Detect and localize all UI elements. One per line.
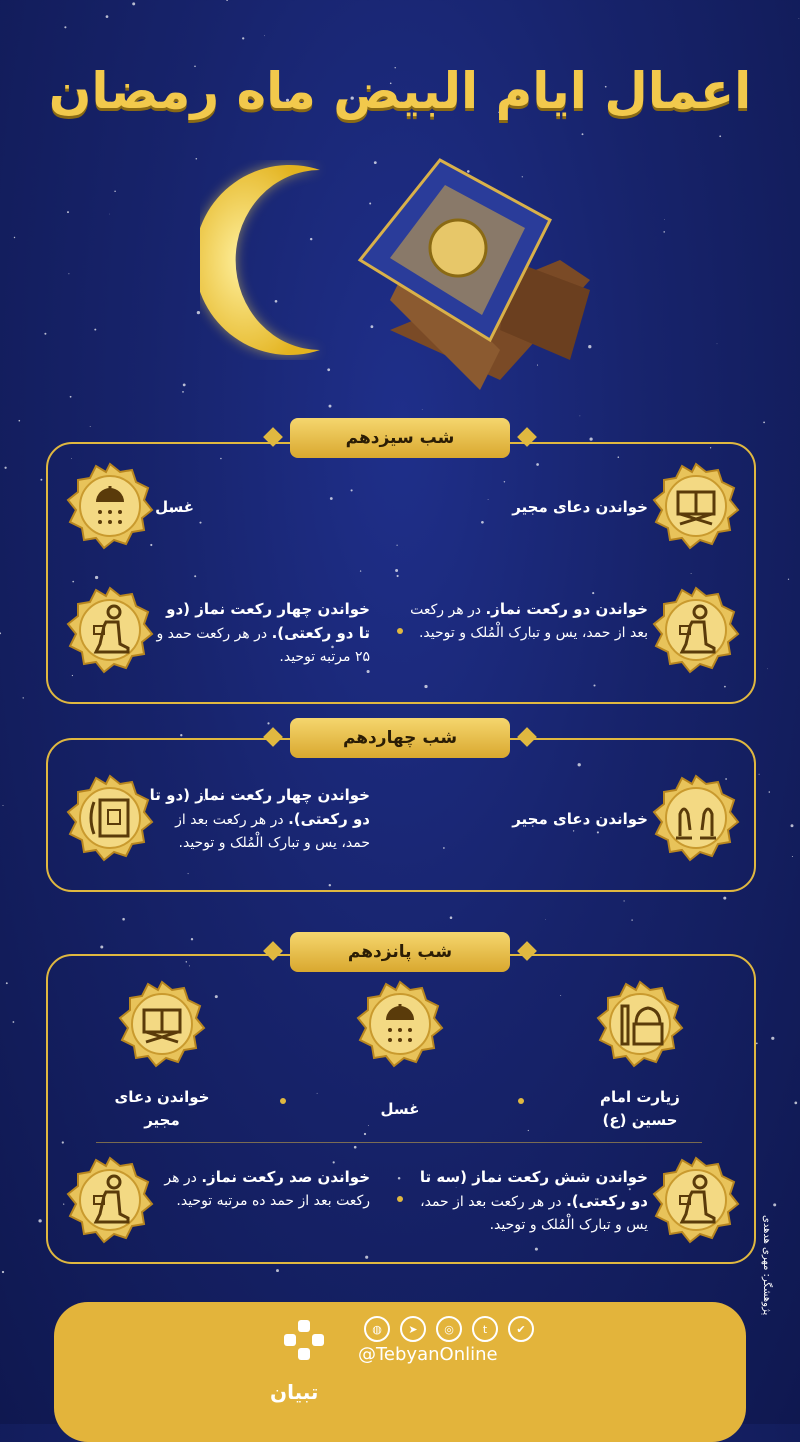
star [717,343,718,344]
star [769,791,771,793]
star [180,734,182,736]
star [2,1271,4,1273]
item-body: در هر رکعت بعد از حمد، یس و تبارک الْمُلک و توحید. [410,602,648,641]
star [109,214,110,215]
item-title: خواندن دعای مجیر [512,810,648,828]
item-title: خواندن دعای مجیر [114,1088,210,1129]
star [226,0,228,1]
crescent-moon-icon [200,160,360,360]
item-title: خواندن دعای مجیر [512,498,648,516]
item-title: خواندن صد رکعت نماز. [201,1168,370,1186]
raised-hands-icon [652,774,740,862]
shower-icon [356,980,444,1068]
shrine-icon [596,980,684,1068]
star [794,1102,797,1105]
star [23,697,24,698]
star [624,900,625,901]
star [799,18,800,19]
praying-man-icon [66,1156,154,1244]
star [196,158,198,160]
praying-man-icon [66,586,154,674]
star [664,219,665,220]
prayer-rug-icon [66,774,154,862]
item-text-block [150,1166,370,1213]
star [767,668,768,669]
item-text-block [150,598,370,669]
star [545,919,546,920]
star [13,1021,15,1023]
star [264,35,265,36]
star [100,946,103,949]
item-body: در هر رکعت حمد و ۲۵ مرتبه توحید. [156,626,370,665]
star [38,1219,41,1222]
star [68,273,69,274]
shower-icon [66,462,154,550]
star [106,15,109,18]
brand-name: تبیان [270,1380,319,1404]
section-label-thirteenth: شب سیزدهم [290,418,510,458]
star [788,579,789,580]
star [582,133,584,135]
item-body: در هر رکعت بعد از حمد، یس و تبارک الْمُلک و توحید. [420,1194,648,1233]
star [132,2,135,5]
telegram-icon[interactable]: ➤ [400,1316,426,1342]
separator-dot [518,1098,524,1104]
star [70,396,72,398]
item-title: زیارت امام حسین (ع) [600,1088,680,1129]
star [94,329,96,331]
star [723,897,726,900]
star [329,405,332,408]
globe-icon[interactable]: ◍ [364,1316,390,1342]
section-label-fourteenth: شب چهاردهم [290,718,510,758]
item-title: خواندن دو رکعت نماز. [485,600,648,618]
star [631,919,632,920]
star [771,1037,774,1040]
star [19,420,21,422]
star [792,856,793,857]
star [763,421,765,423]
star [756,1043,758,1045]
page-title: اعمال ایام البیض ماه رمضان [48,62,752,120]
item-text-block [144,784,370,855]
item-title: خواندن چهار رکعت نماز (دو تا دو رکعتی). [149,786,370,828]
item-title: خواندن چهار رکعت نماز (دو تا دو رکعتی). [166,600,370,642]
star [114,190,116,192]
star [90,426,91,427]
verified-icon[interactable]: ✔ [508,1316,534,1342]
separator-dot [397,1196,403,1202]
star [14,237,15,238]
star [773,1203,776,1206]
praying-man-icon [652,1156,740,1244]
star [44,333,46,335]
item-title: خواندن شش رکعت نماز (سه تا دو رکعتی). [419,1168,648,1210]
star [580,416,581,417]
social-handle[interactable]: @TebyanOnline [358,1344,498,1365]
quran-stand-icon [652,462,740,550]
star [759,774,760,775]
star [791,824,794,827]
star [40,479,42,481]
star [242,37,244,39]
praying-man-icon [652,586,740,674]
star [191,938,193,940]
instagram-icon[interactable]: ◎ [436,1316,462,1342]
item-text-block [408,598,648,645]
star [64,26,66,28]
star [422,409,423,410]
separator-dot [397,628,403,634]
star [122,918,125,921]
star [267,722,269,724]
quran-stand-icon [118,980,206,1068]
star [3,805,4,806]
section-divider [96,1142,702,1143]
item-title: غسل [380,1100,420,1118]
item-text-block [412,1166,648,1237]
separator-dot [280,1098,286,1104]
item-body: در هر رکعت بعد از حمد، یس و تبارک الْمُلک و توحید. [175,812,370,851]
section-label-fifteenth: شب پانزدهم [290,932,510,972]
star [276,1269,279,1272]
item-body: در هر رکعت بعد از حمد ده مرتبه توحید. [164,1170,370,1209]
star [183,383,186,386]
star [663,231,665,233]
star [450,916,453,919]
star [67,211,69,213]
star [0,632,1,634]
twitter-icon[interactable]: t [472,1316,498,1342]
star [590,438,593,441]
quran-on-stand-icon [350,150,610,390]
star [182,391,184,393]
item-title: غسل [155,498,194,516]
star [6,982,8,984]
tebyan-logo-icon [282,1318,326,1362]
star [327,368,330,371]
researcher-credit: پژوهشگر: مهری هدهدی [761,1215,772,1316]
star [719,135,721,137]
star [4,467,6,469]
